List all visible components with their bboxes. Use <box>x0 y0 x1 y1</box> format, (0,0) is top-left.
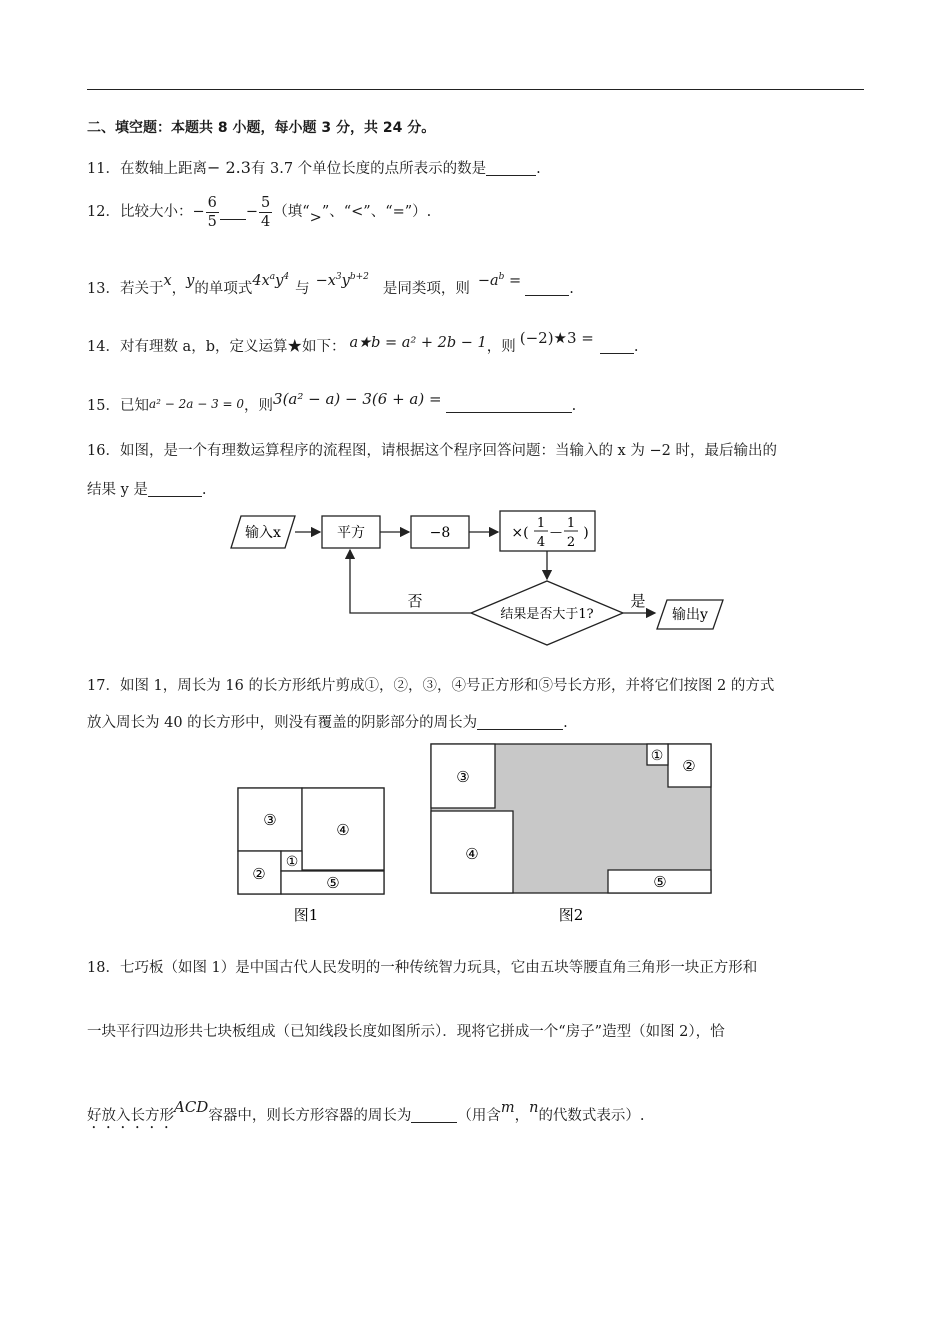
flow-yes-label: 是 <box>630 592 646 610</box>
flow-close-paren: ) <box>583 525 589 541</box>
svg-text:⑤: ⑤ <box>653 873 667 891</box>
svg-text:②: ② <box>682 757 696 775</box>
svg-text:④: ④ <box>336 821 350 839</box>
question-17-line1: 17．如图 1，周长为 16 的长方形纸片剪成①，②，③，④号正方形和⑤号长方形，并将它们按图 2 的方式 <box>87 678 775 694</box>
question-18-line2: 一块平行四边形共七块板组成（已知线段长度如图所示）．现将它拼成一个“房子”造型（如图 2），恰 <box>87 1024 725 1040</box>
question-18-line1: 18．七巧板（如图 1）是中国古代人民发明的一种传统智力玩具，它由五块等腰直角三角形一块正方形和 <box>87 960 758 976</box>
fig1-caption: 图1 <box>293 906 319 924</box>
figure-1 <box>230 780 395 930</box>
question-13: 13．若关于x，y的单项式$4x^ay^4$与 $-x^3y^{b+2}$是同类项，则 $-a^b$ = . <box>87 272 574 297</box>
flow-frac2-num: 1 <box>566 516 576 531</box>
fig2-caption: 图2 <box>558 906 584 924</box>
flow-no-label: 否 <box>407 592 423 610</box>
svg-text:③: ③ <box>456 768 470 786</box>
top-rule <box>87 89 864 90</box>
flowchart <box>225 505 735 655</box>
svg-text:①: ① <box>650 748 664 764</box>
question-11: 11．在数轴上距离− 2.3有 3.7 个单位长度的点所表示的数是 . <box>87 158 541 177</box>
answer-blank-15[interactable] <box>446 398 572 413</box>
question-12: 12．比较大小：− $\frac{6}{5}$ − $\frac{5}{4}$ （填“>”、“<”、“=”）. <box>87 194 432 230</box>
answer-blank-11[interactable] <box>486 161 536 176</box>
flow-frac2-den: 2 <box>566 535 576 550</box>
flow-input-label: 输入x <box>245 525 281 541</box>
flow-times-label: ×( <box>511 525 529 541</box>
svg-text:②: ② <box>252 865 266 883</box>
answer-blank-17[interactable] <box>477 715 563 730</box>
question-15: 15．已知a² − 2a − 3 = 0，则3(a² − a) − 3(6 + a) = . <box>87 390 577 414</box>
svg-text:④: ④ <box>465 845 479 863</box>
fraction-5-4: $\frac{5}{4}$ <box>261 194 271 230</box>
answer-blank-13[interactable] <box>525 281 569 296</box>
svg-text:①: ① <box>285 854 299 870</box>
answer-blank-14[interactable] <box>600 339 634 354</box>
flow-output-label: 输出y <box>672 607 708 623</box>
svg-text:⑤: ⑤ <box>326 874 340 892</box>
svg-text:③: ③ <box>263 811 277 829</box>
question-17-line2: 放入周长为 40 的长方形中，则没有覆盖的阴影部分的周长为 . <box>87 715 568 731</box>
answer-blank-16[interactable] <box>148 482 202 497</box>
flow-decision-label: 结果是否大于1? <box>500 607 594 622</box>
flow-minus8-label: −8 <box>429 525 451 541</box>
question-16-line1: 16．如图，是一个有理数运算程序的流程图，请根据这个程序回答问题：当输入的 x 为 −2 时，最后输出的 <box>87 443 777 459</box>
question-14: 14．对有理数 a，b，定义运算★如下： a★b = a² + 2b − 1，则 (−2)★3 = . <box>87 329 639 355</box>
flow-frac1-num: 1 <box>536 516 546 531</box>
flow-frac1-den: 4 <box>536 535 546 550</box>
question-18-line3: 好放入长方形ACD容器中，则长方形容器的周长为 （用含m，n的代数式表示）. <box>87 1098 645 1124</box>
fraction-6-5: $\frac{6}{5}$ <box>207 194 217 230</box>
question-16-line2: 结果 y 是 . <box>87 482 207 498</box>
flow-square-label: 平方 <box>337 525 365 541</box>
section-header: 二、填空题：本题共 8 小题，每小题 3 分，共 24 分。 <box>87 120 436 136</box>
flow-dash: — <box>550 525 562 539</box>
answer-blank-12[interactable] <box>220 205 246 220</box>
figure-2 <box>425 738 720 930</box>
answer-blank-18[interactable] <box>411 1108 457 1123</box>
